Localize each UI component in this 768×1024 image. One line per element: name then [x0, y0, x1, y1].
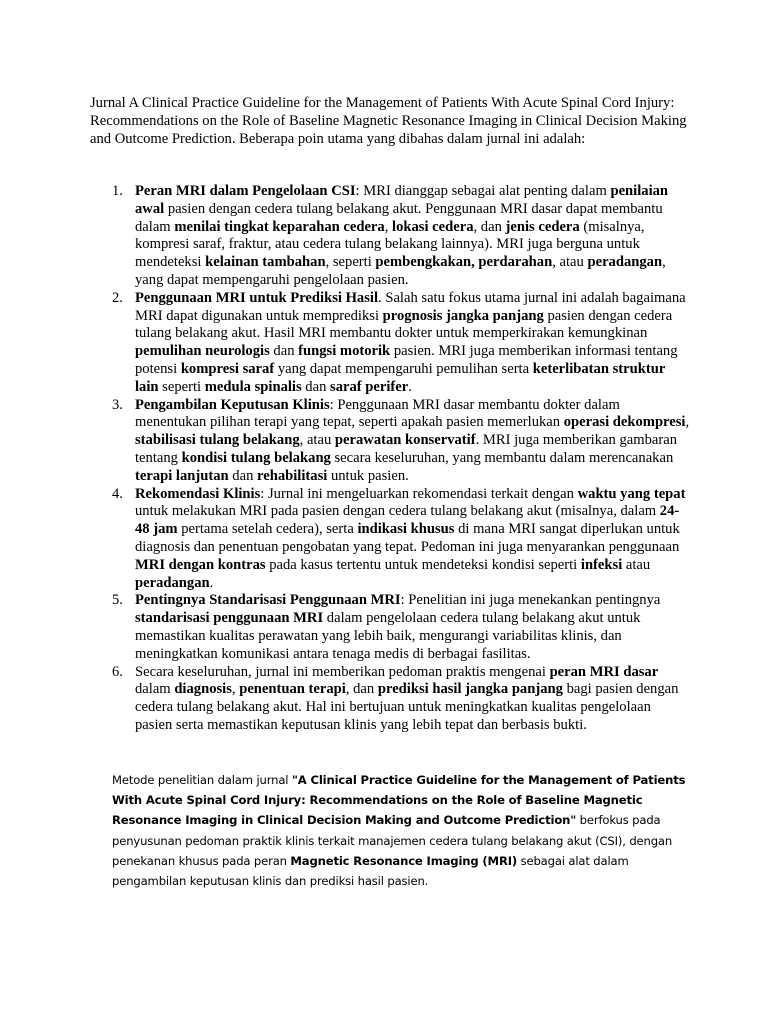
bold-text: 24-48 jam — [135, 503, 680, 538]
bold-text: Peran MRI dalam Pengelolaan CSI — [135, 183, 356, 199]
body-text: : MRI dianggap sebagai alat penting dalam — [355, 183, 611, 199]
list-item — [90, 290, 690, 397]
list-item — [90, 664, 690, 735]
bold-text: Penggunaan MRI untuk Prediksi Hasil — [135, 289, 379, 306]
body-text: sebagai alat dalam pengambilan keputusan klinis dan prediksi hasil pasien. — [112, 853, 629, 889]
key-points-list — [90, 183, 690, 735]
intro-paragraph: Jurnal A Clinical Practice Guideline for the Management of Patients With Acute Spinal Cord Injury: Recommendations on the Role of Baseline Magnetic Resonance Imaging in Clinical Decision Making and Outcome Prediction. Beberapa poin utama yang dibahas dalam jurnal ini adalah: — [90, 95, 687, 147]
bold-text: prognosis jangka panjang — [382, 307, 544, 324]
body-text: bagi pasien dengan cedera tulang belakang akut. Hal ini bertujuan untuk meningkatkan kualitas pengelolaan pasien serta memastikan keputusan klinis yang lebih tepat dan berbasis bukti. — [135, 681, 679, 733]
body-text: dan — [269, 343, 299, 360]
body-text: untuk melakukan MRI pada pasien dengan cedera tulang belakang akut (misalnya, dalam — [135, 503, 660, 520]
bold-text: operasi dekompresi — [563, 414, 686, 431]
body-text: , atau — [299, 432, 335, 449]
body-text: , yang dapat mempengaruhi pengelolaan pasien. — [135, 254, 666, 288]
bold-text: standarisasi penggunaan MRI — [135, 610, 324, 627]
list-number: 5. — [112, 592, 123, 609]
bold-text: saraf perifer — [330, 378, 409, 395]
list-number: 1. — [112, 183, 123, 199]
body-text: Metode penelitian dalam jurnal — [112, 773, 292, 787]
body-text: , — [231, 681, 240, 698]
body-text: dalam — [135, 681, 175, 698]
bold-text: lokasi cedera — [392, 218, 474, 235]
body-text: seperti — [158, 378, 205, 395]
bold-text: Rekomendasi Klinis — [135, 485, 261, 502]
body-text: atau — [622, 556, 651, 573]
bold-text: kelainan tambahan — [205, 254, 326, 271]
body-text: berfokus pada penyusunan pedoman praktik klinis terkait manajemen cedera tulang belakang akut (CSI), dengan penekanan khusus pada peran — [112, 813, 673, 868]
body-text: pasien dengan cedera tulang belakang akut. Penggunaan MRI dasar dapat membantu dalam — [135, 200, 663, 235]
bold-text: stabilisasi tulang belakang — [135, 432, 300, 449]
bold-text: fungsi motorik — [298, 343, 391, 360]
bold-text: infeksi — [580, 556, 623, 573]
bold-text: jenis cedera — [505, 218, 580, 235]
list-number: 6. — [112, 663, 123, 680]
method-paragraph — [112, 770, 687, 891]
body-text: dan — [228, 467, 258, 484]
body-text: : Penelitian ini juga menekankan pentingnya — [400, 592, 661, 609]
list-number: 3. — [112, 396, 123, 413]
bold-text: medula spinalis — [204, 378, 302, 395]
body-text: , — [685, 414, 690, 431]
list-item — [90, 486, 690, 593]
body-text: . — [408, 378, 412, 395]
bold-text: Pengambilan Keputusan Klinis — [135, 396, 330, 413]
body-text: . MRI juga memberikan gambaran tentang — [135, 432, 677, 466]
bold-text: Magnetic Resonance Imaging (MRI) — [290, 853, 518, 868]
body-text: , seperti — [325, 254, 376, 271]
body-text: . — [209, 574, 214, 591]
bold-text: rehabilitasi — [257, 467, 328, 484]
bold-text: peran MRI dasar — [549, 663, 659, 680]
bold-text: penentuan terapi — [239, 681, 346, 698]
body-text: , atau — [552, 254, 588, 271]
list-item — [90, 183, 690, 290]
list-number: 2. — [112, 289, 123, 306]
bold-text: peradangan — [135, 574, 210, 591]
body-text: : Jurnal ini mengeluarkan rekomendasi terkait dengan — [260, 485, 578, 502]
body-text: di mana MRI sangat diperlukan untuk diagnosis dan penentuan pengobatan yang tepat. Pedoman ini juga menyarankan penggunaan — [135, 521, 680, 555]
body-text: Secara keseluruhan, jurnal ini memberikan pedoman praktis mengenai — [135, 663, 550, 680]
bold-text: MRI dengan kontras — [135, 556, 266, 573]
bold-text: diagnosis — [174, 681, 232, 698]
body-text: , dan — [473, 218, 506, 235]
bold-text: pembengkakan, perdarahan — [375, 254, 553, 271]
body-text: : Penggunaan MRI dasar membantu dokter dalam menentukan pilihan terapi yang tepat, seperti apakah pasien memerlukan — [135, 396, 620, 431]
body-text: pasien. MRI juga memberikan informasi tentang potensi — [135, 343, 678, 377]
body-text: , — [384, 218, 393, 235]
body-text: (misalnya, kompresi saraf, fraktur, atau cedera tulang belakang lainnya). MRI juga berguna untuk mendeteksi — [135, 218, 645, 271]
bold-text: terapi lanjutan — [135, 467, 229, 484]
bold-text: Pentingnya Standarisasi Penggunaan MRI — [135, 592, 401, 609]
list-item — [90, 592, 690, 663]
bold-text: indikasi khusus — [357, 521, 455, 538]
body-text: dan — [301, 378, 331, 395]
bold-text: menilai tingkat keparahan cedera — [174, 218, 385, 235]
bold-text: perawatan konservatif — [334, 432, 476, 449]
bold-text: kondisi tulang belakang — [181, 449, 331, 466]
bold-text: penilaian awal — [135, 183, 669, 217]
bold-text: waktu yang tepat — [577, 485, 686, 502]
body-text: pasien dengan cedera tulang belakang akut. Hasil MRI membantu dokter untuk memperkirakan kemungkinan — [135, 307, 673, 342]
body-text: pertama setelah cedera), serta — [177, 521, 358, 538]
bold-text: keterlibatan struktur lain — [135, 360, 666, 395]
body-text: yang dapat mempengaruhi pemulihan serta — [274, 360, 533, 377]
body-text: secara keseluruhan, yang membantu dalam merencanakan — [330, 449, 674, 466]
bold-text: peradangan — [587, 254, 663, 271]
body-text: . Salah satu fokus utama jurnal ini adalah bagaimana MRI dapat digunakan untuk memprediksi — [135, 289, 686, 324]
body-text: pada kasus tertentu untuk mendeteksi kondisi seperti — [265, 556, 581, 573]
list-item — [90, 397, 690, 486]
bold-text: pemulihan neurologis — [135, 343, 270, 360]
body-text: , dan — [345, 681, 378, 698]
body-text: dalam pengelolaan cedera tulang belakang akut untuk memastikan kualitas perawatan yang lebih baik, mengurangi variabilitas klinis, dan meningkatkan komunikasi antara tenaga medis di berbagai fasilitas. — [135, 610, 641, 662]
bold-text: kompresi saraf — [180, 360, 275, 377]
bold-text: prediksi hasil jangka panjang — [377, 681, 563, 698]
bold-text: "A Clinical Practice Guideline for the Management of Patients With Acute Spinal Cord Injury: Recommendations on the Role of Baseline Magnetic Resonance Imaging in Clinical Decision Making and Outcome Prediction" — [112, 773, 686, 828]
list-number: 4. — [112, 485, 123, 502]
body-text: untuk pasien. — [327, 467, 409, 484]
